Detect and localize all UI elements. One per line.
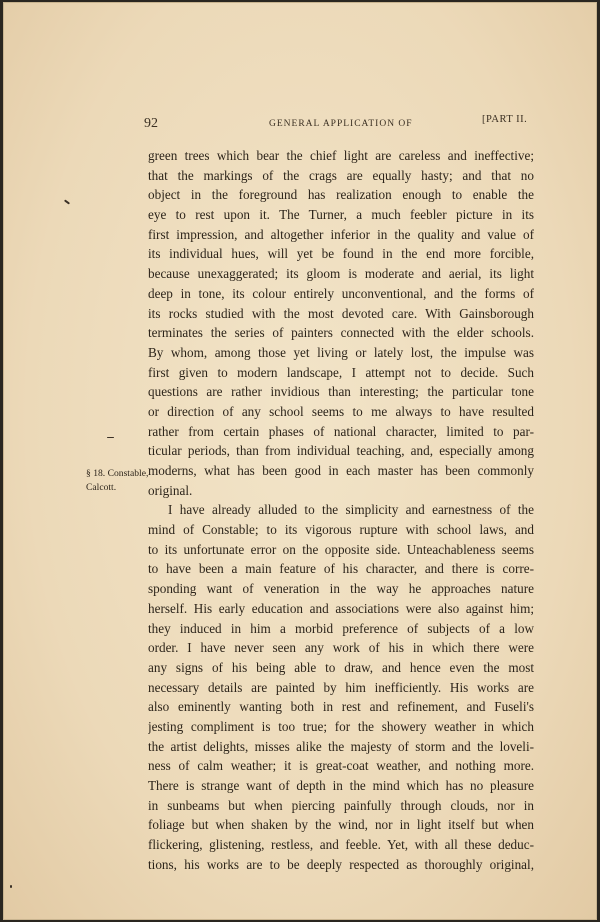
body-text (148, 146, 534, 874)
text-line: in sunbeams but when piercing painfully through clouds, nor in (148, 797, 534, 813)
text-line: sponding want of veneration in the way he approaches nature (148, 581, 534, 597)
ink-speck (64, 199, 70, 204)
part-label: [PART II. (482, 114, 528, 125)
text-line: There is strange want of depth in the mind which has no pleasure (148, 778, 534, 793)
text-line: or direction of any school seems to me always to have resulted (148, 403, 534, 419)
text-line: because unexaggerated; its gloom is moderate and aerial, its light (148, 266, 534, 282)
text-line: mind of Constable; to its vigorous rupture with school laws, and (148, 522, 534, 538)
page-number: 92 (144, 116, 158, 131)
text-line: I have already alluded to the simplicity and earnestness of the (168, 502, 534, 518)
text-line: green trees which bear the chief light are careless and ineffective; (148, 148, 534, 163)
text-line: ness of calm weather; it is great-coat weather, and nothing more. (148, 758, 534, 774)
margin-note-line: § 18. Constable, (86, 468, 149, 479)
text-line: flickering, glistening, restless, and feeble. Yet, with all these deduc- (148, 837, 534, 853)
text-line: jesting compliment is too true; for the showery weather in which (148, 718, 534, 734)
text-line: order. I have never seen any work of his in which there were (148, 640, 534, 656)
ink-speck (107, 437, 114, 438)
text-line: to its unfortunate error on the opposite side. Unteachableness seems (148, 541, 534, 557)
text-line: questions are rather invidious than interesting; the particular tone (148, 384, 534, 400)
text-line: ticular periods, than from individual teaching, and, especially among (148, 443, 534, 459)
text-line: its rocks studied with the most devoted care. With Gainsborough (148, 305, 534, 321)
page-header (4, 113, 596, 133)
text-line: original. (148, 482, 193, 498)
text-line: deep in tone, its colour entirely unconventional, and the forms of (148, 285, 534, 301)
text-line: By whom, among those yet living or lately lost, the impulse was (148, 344, 534, 360)
book-page (3, 2, 597, 920)
text-line: they induced in him a morbid preference of subjects of a low (148, 620, 534, 636)
text-line: rather from certain phases of national character, limited to par- (148, 423, 534, 439)
text-line: also eminently wanting both in rest and refinement, and Fuseli's (148, 699, 534, 715)
text-line: terminates the series of painters connected with the elder schools. (148, 325, 534, 341)
paragraph-1 (148, 146, 534, 500)
running-title: GENERAL APPLICATION OF (269, 119, 413, 129)
text-line: first impression, and altogether inferior in the quality and value of (148, 226, 534, 242)
text-line: eye to rest upon it. The Turner, a much feebler picture in its (148, 207, 534, 223)
text-line: object in the foreground has realization enough to enable the (148, 187, 534, 203)
text-line: to have been a main feature of his character, and there is corre- (148, 561, 534, 577)
paragraph-2 (148, 500, 534, 874)
text-line: its individual hues, will yet be found in the end more forcible, (148, 246, 534, 262)
text-line: moderns, what has been good in each master has been commonly (148, 463, 534, 478)
text-line: necessary details are painted by him inefficiently. His works are (148, 679, 534, 695)
ink-speck (10, 885, 12, 888)
text-line: foliage but when shaken by the wind, nor in light itself but when (148, 817, 534, 833)
text-line: tions, his works are to be deeply respected as thoroughly original, (148, 856, 534, 872)
text-line: that the markings of the crags are equally hasty; and that no (148, 167, 534, 183)
text-line: the artist delights, misses alike the majesty of storm and the loveli- (148, 738, 534, 754)
text-line: herself. His early education and associations were also against him; (148, 600, 534, 616)
margin-note-line: Calcott. (86, 482, 117, 493)
text-line: any signs of his being able to draw, and hence even the most (148, 659, 534, 675)
text-line: first given to modern landscape, I attempt not to decide. Such (148, 364, 534, 380)
